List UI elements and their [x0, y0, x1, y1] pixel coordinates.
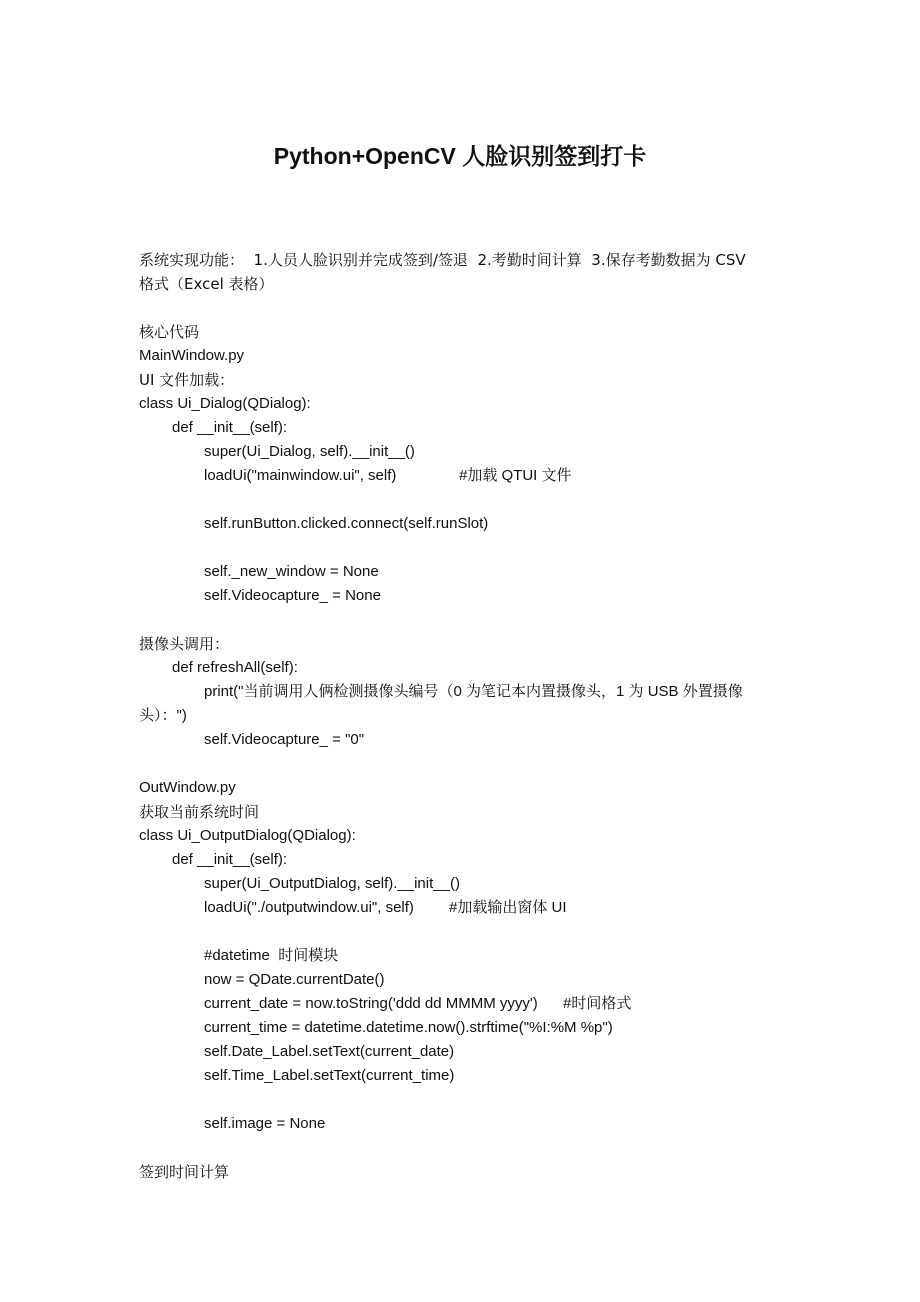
code-line-mw-connect: self.runButton.clicked.connect(self.runSlot) [204, 515, 489, 532]
code-line-ow-image: self.image = None [204, 1115, 326, 1132]
code-line-mw-class: class Ui_Dialog(QDialog): [139, 395, 311, 412]
code-line-ow-class: class Ui_OutputDialog(QDialog): [139, 827, 356, 844]
code-line-ow-current-time: current_time = datetime.datetime.now().strftime("%I:%M %p") [204, 1019, 613, 1036]
document-title: Python+OpenCV 人脸识别签到打卡 [273, 143, 647, 169]
code-line-ow-def-init: def __init__(self): [172, 851, 288, 868]
code-line-cam-def: def refreshAll(self): [172, 659, 298, 676]
intro-line-2: 格式（Excel 表格） [139, 275, 274, 293]
code-line-mw-videocapture: self.Videocapture_ = None [204, 587, 381, 604]
ui-load-heading: UI 文件加载： [139, 371, 235, 389]
code-line-cam-print-1: print("当前调用人俩检测摄像头编号（0 为笔记本内置摄像头，1 为 USB 外置摄像 [204, 683, 743, 700]
code-line-ow-set-date: self.Date_Label.setText(current_date) [204, 1043, 455, 1060]
code-line-mw-loadui: loadUi("mainwindow.ui", self) [204, 467, 397, 484]
code-line-ow-loadui: loadUi("./outputwindow.ui", self) [204, 899, 414, 916]
signin-time-heading: 签到时间计算 [139, 1163, 230, 1181]
code-line-mw-new-window: self._new_window = None [204, 563, 379, 580]
code-comment-current-date: #时间格式 [563, 995, 632, 1012]
mainwindow-filename: MainWindow.py [139, 347, 245, 364]
code-line-ow-set-time: self.Time_Label.setText(current_time) [204, 1067, 455, 1084]
code-comment-datetime: #datetime 时间模块 [204, 947, 339, 964]
code-line-ow-super: super(Ui_OutputDialog, self).__init__() [204, 875, 460, 892]
code-line-cam-print-2: 头）：") [139, 707, 187, 724]
code-line-ow-current-date: current_date = now.toString('ddd dd MMMM yyyy') [204, 995, 538, 1012]
code-line-mw-super: super(Ui_Dialog, self).__init__() [204, 443, 415, 460]
intro-line-1: 系统实现功能： 1.人员人脸识别并完成签到/签退 2.考勤时间计算 3.保存考勤数据为 CSV [139, 251, 746, 269]
code-comment-ow-loadui: #加载输出窗体 UI [449, 899, 567, 916]
code-line-cam-videocapture: self.Videocapture_ = "0" [204, 731, 365, 748]
camera-heading: 摄像头调用： [139, 635, 230, 653]
code-comment-mw-loadui: #加载 QTUI 文件 [459, 467, 572, 484]
core-code-heading: 核心代码 [139, 323, 200, 341]
time-heading: 获取当前系统时间 [139, 803, 260, 821]
code-line-mw-def-init: def __init__(self): [172, 419, 288, 436]
code-line-ow-now: now = QDate.currentDate() [204, 971, 385, 988]
outwindow-filename: OutWindow.py [139, 779, 236, 796]
